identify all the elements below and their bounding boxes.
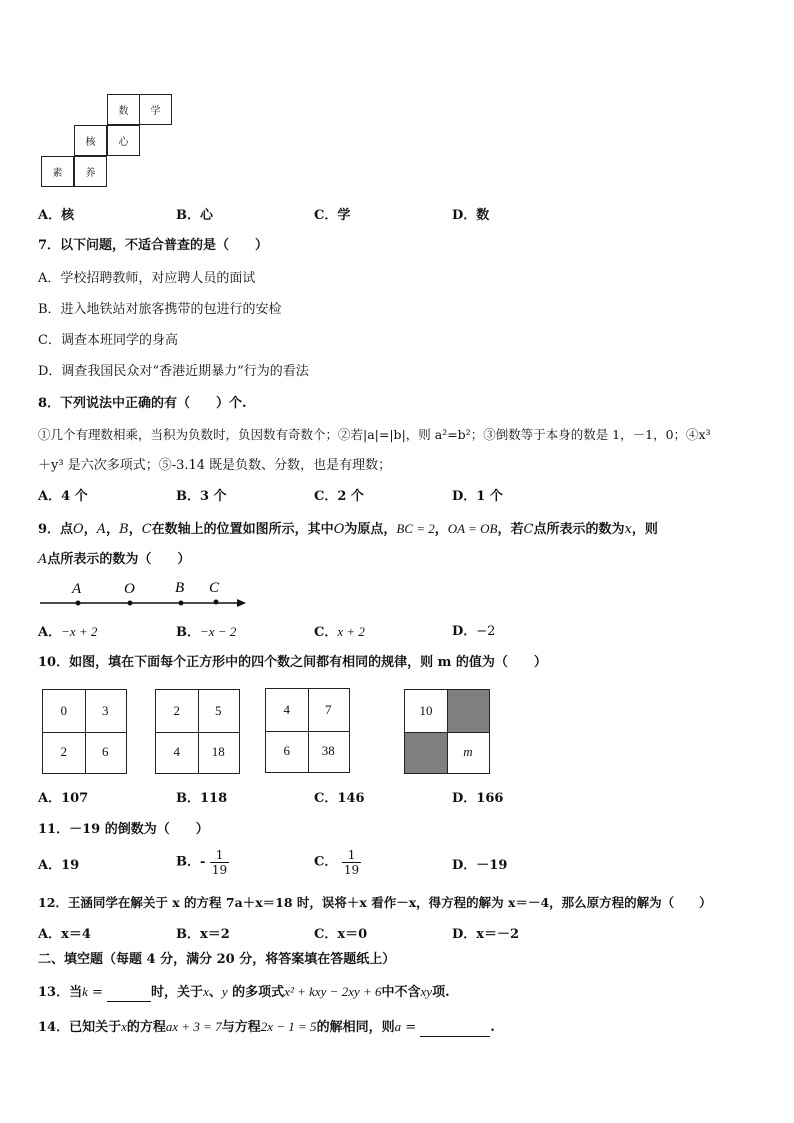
q9-text: ，则 — [631, 522, 658, 537]
q14-text: = — [401, 1020, 421, 1035]
square-cell: 0 — [60, 702, 67, 718]
q10-option-b: B．118 — [176, 791, 228, 806]
q9-text: ，若 — [497, 522, 524, 537]
axis-label-b: B — [175, 580, 185, 596]
q7-option-a: A．学校招聘教师，对应聘人员的面试 — [38, 271, 256, 286]
q7-option-c: C．调查本班同学的身高 — [38, 333, 178, 348]
q9-option-d — [452, 623, 495, 641]
q9-stem — [38, 520, 658, 539]
q13-text: 时，关于 — [151, 985, 204, 1000]
square-cell: 4 — [173, 744, 180, 760]
q11-option-c — [314, 848, 361, 877]
q13-var: x — [203, 984, 209, 999]
q11-option-b — [176, 848, 229, 877]
q9-text: 9．点 — [38, 522, 74, 537]
q6-option-d: D．数 — [452, 208, 490, 223]
q6-option-b: B．心 — [176, 208, 213, 223]
net-cell: 核 — [74, 125, 107, 156]
number-line — [36, 578, 250, 614]
q14-stem — [38, 1018, 495, 1037]
q10-option-a: A．107 — [38, 791, 89, 806]
q13-var: xy — [420, 984, 433, 999]
number-square-4 — [404, 689, 490, 774]
square-cell-shaded — [405, 732, 447, 774]
q7-option-b: B．进入地铁站对旅客携带的包进行的安检 — [38, 302, 282, 317]
q12-option-a: A．x＝4 — [38, 927, 91, 942]
q9-var: x — [624, 522, 632, 537]
q14-eq: 2x − 1 = 5 — [260, 1019, 317, 1034]
q8-option-a: A．4 个 — [38, 489, 88, 504]
option-letter: B．- — [176, 854, 206, 870]
fraction-numerator: 1 — [210, 848, 229, 863]
net-cell: 养 — [74, 156, 107, 187]
q10-stem: 10．如图，填在下面每个正方形中的四个数之间都有相同的规律，则 m 的值为（ ） — [38, 655, 547, 670]
q8-option-c: C．2 个 — [314, 489, 364, 504]
q9-text: ， — [128, 522, 142, 537]
q9-text: ， — [434, 522, 448, 537]
q11-option-a: A．19 — [38, 858, 80, 873]
square-cell: 7 — [325, 701, 332, 717]
q9-var: O — [73, 522, 84, 537]
option-value: −x + 2 — [61, 624, 98, 639]
axis-label-a: A — [72, 581, 82, 597]
q13-text: 、 — [208, 985, 222, 1000]
axis-label-c: C — [209, 580, 220, 596]
q8-stem: 8．下列说法中正确的有（ ）个. — [38, 396, 247, 411]
q9-text: 点所表示的数为（ ） — [47, 552, 191, 567]
option-letter: D． — [452, 624, 477, 639]
q14-text: 的解相同，则 — [316, 1020, 395, 1035]
q10-option-c: C．146 — [314, 791, 365, 806]
q8-body-line1: ①几个有理数相乘，当积为负数时，负因数有奇数个；②若|a|=|b|，则 a²=b²；③倒数等于本身的数是 1，－1，0；④x³ — [38, 427, 711, 442]
q13-text: 中不含 — [381, 985, 421, 1000]
net-cell: 数 — [107, 94, 140, 125]
square-cell: 3 — [102, 702, 109, 718]
axis-label-o: O — [124, 581, 135, 597]
q9-eq: OA = OB — [447, 521, 498, 536]
q11-option-d: D．－19 — [452, 858, 508, 873]
q14-var: a — [394, 1019, 402, 1034]
q13-text: = — [87, 985, 108, 1000]
square-cell: 10 — [419, 702, 433, 718]
q13-stem — [38, 983, 450, 1002]
q14-text: 的方程 — [126, 1020, 166, 1035]
q8-body-line2: ＋y³ 是六次多项式；⑤-3.14 既是负数、分数，也是有理数； — [38, 458, 392, 473]
q14-text: . — [490, 1020, 495, 1035]
q9-var: O — [333, 522, 345, 537]
net-cell: 心 — [107, 125, 140, 156]
q12-stem: 12．王涵同学在解关于 x 的方程 7a＋x＝18 时，误将＋x 看作－x，得方程的解为 x＝－4，那么原方程的解为（ ） — [38, 895, 712, 910]
fraction — [210, 848, 229, 877]
fraction-numerator: 1 — [342, 848, 361, 863]
q9-stem-line2 — [38, 551, 190, 569]
q9-text: 为原点， — [344, 522, 397, 537]
q8-option-b: B．3 个 — [176, 489, 227, 504]
fraction-denominator: 19 — [211, 863, 228, 877]
point-b — [179, 601, 184, 606]
q12-option-d: D．x＝－2 — [452, 927, 520, 942]
q9-var: C — [523, 522, 534, 537]
square-cell: 18 — [211, 744, 225, 760]
square-cell: 38 — [321, 743, 335, 759]
square-cell: m — [463, 744, 473, 760]
q9-option-b — [176, 623, 236, 642]
option-letter: C． — [314, 625, 338, 640]
fraction-denominator: 19 — [343, 863, 360, 877]
square-cell: 2 — [60, 744, 67, 760]
option-letter: B． — [176, 625, 200, 640]
q12-option-c: C．x＝0 — [314, 927, 368, 942]
q6-option-c: C．学 — [314, 208, 351, 223]
q11-stem: 11．－19 的倒数为（ ） — [38, 822, 209, 837]
point-a — [76, 601, 81, 606]
option-letter: C． — [314, 854, 338, 870]
q6-option-a: A．核 — [38, 208, 75, 223]
square-cell: 4 — [283, 701, 290, 717]
q13-text: 13．当 — [38, 985, 83, 1000]
fraction — [342, 848, 361, 877]
option-value: −x − 2 — [200, 624, 237, 639]
number-square-1 — [42, 689, 127, 774]
section-title: 二、填空题（每题 4 分，满分 20 分，将答案填在答题纸上） — [38, 952, 396, 967]
q14-text: 14．已知关于 — [38, 1020, 122, 1035]
q13-var: y — [221, 984, 228, 999]
q9-eq: BC = 2 — [396, 521, 435, 536]
q9-var: A — [38, 552, 48, 567]
point-o — [128, 601, 133, 606]
q14-eq: ax + 3 = 7 — [165, 1019, 222, 1034]
q7-stem: 7．以下问题，不适合普查的是（ ） — [38, 238, 269, 253]
q12-option-b: B．x＝2 — [176, 927, 230, 942]
option-value: −2 — [476, 624, 496, 639]
q13-text: 的多项式 — [227, 985, 285, 1000]
q13-poly: x² + kxy − 2xy + 6 — [284, 984, 382, 999]
option-letter: A． — [38, 625, 62, 640]
square-cell: 2 — [173, 702, 180, 718]
number-square-3 — [265, 688, 350, 773]
square-cell: 6 — [283, 743, 290, 759]
q8-option-d: D．1 个 — [452, 489, 503, 504]
option-value: x + 2 — [337, 624, 365, 639]
square-cell: 5 — [215, 702, 222, 718]
q9-text: ， — [106, 522, 120, 537]
q13-var: k — [82, 984, 88, 999]
answer-blank[interactable] — [420, 1022, 490, 1037]
q9-var: B — [119, 522, 129, 537]
axis-arrow-icon — [237, 599, 246, 607]
q9-option-c — [314, 623, 365, 642]
square-cell-shaded — [447, 690, 489, 732]
net-cell: 学 — [139, 94, 172, 125]
number-square-2 — [155, 689, 240, 774]
q7-option-d: D．调查我国民众对“香港近期暴力”行为的看法 — [38, 364, 309, 379]
q14-text: 与方程 — [221, 1020, 261, 1035]
net-cell: 素 — [41, 156, 74, 187]
q9-text: 在数轴上的位置如图所示，其中 — [151, 522, 334, 537]
q9-text: 点所表示的数为 — [533, 522, 625, 537]
q13-text: 项. — [432, 985, 450, 1000]
answer-blank[interactable] — [107, 987, 151, 1002]
square-cell: 6 — [102, 744, 109, 760]
q10-option-d: D．166 — [452, 791, 504, 806]
q9-text: ， — [83, 522, 97, 537]
q9-var: C — [141, 522, 152, 537]
point-c — [214, 600, 219, 605]
q14-var: x — [121, 1019, 127, 1034]
q9-var: A — [96, 522, 107, 537]
q9-option-a — [38, 623, 97, 642]
